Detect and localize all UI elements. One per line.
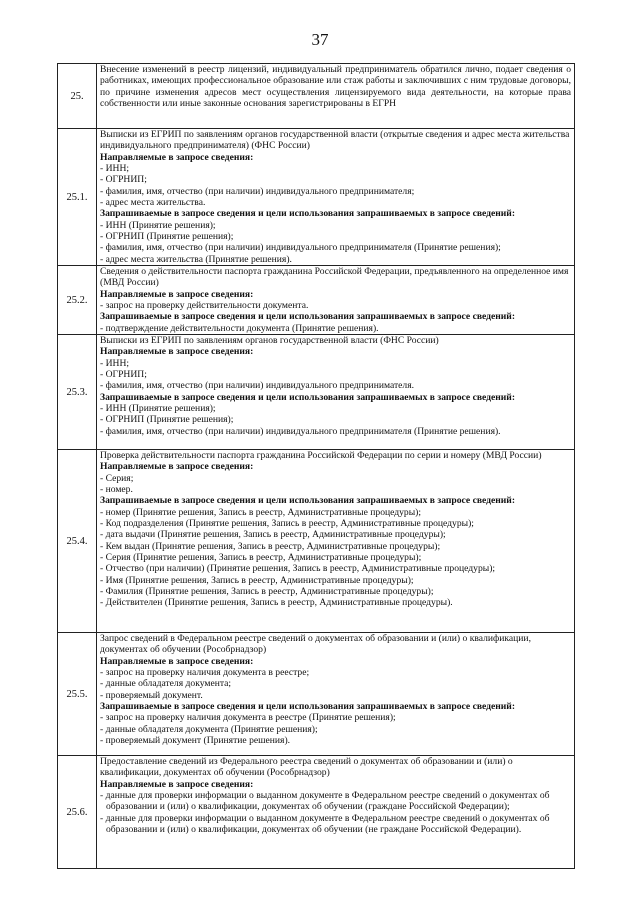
list-item: - данные обладателя документа (Принятие решения); [100, 723, 318, 735]
list-item: - Действителен (Принятие решения, Запись в реестр, Административные процедуры). [100, 597, 453, 609]
paragraph: Выписки из ЕГРИП по заявлениям органов государственной власти (ФНС России) [100, 335, 439, 346]
list-item: - запрос на проверку наличия документа в реестре (Принятие решения); [100, 712, 396, 724]
row-content [97, 335, 575, 450]
list-item: - запрос на проверку наличия документа в реестре; [100, 667, 310, 679]
list-item: - данные обладателя документа; [100, 678, 232, 690]
paragraph: Предоставление сведений из Федерального реестра сведений о документах об образовании и (или) о квалификации, документах об обучении (Рособрнадзор) [100, 756, 513, 779]
paragraph: Внесение изменений в реестр лицензий, индивидуальный предприниматель обратился лично, подает сведения о работниках, имеющих профессиональное образование или стаж работы и заключивших с ним трудовые договоры, по причине изменения адресов мест осуществления лицензируемого вида деятельности, на которые права собственности или иные законные основания зарегистрированы в ЕГРН [100, 64, 571, 110]
list-item: - проверяемый документ. [100, 689, 203, 701]
row-number: 25.5. [58, 633, 97, 756]
row-content [97, 129, 575, 266]
list-item: - фамилия, имя, отчество (при наличии) индивидуального предпринимателя; [100, 185, 415, 197]
table-row [58, 633, 575, 756]
list-item: - адрес места жительства. [100, 197, 206, 209]
row-number: 25.3. [58, 335, 97, 450]
row-content [97, 64, 575, 129]
paragraph: Запрос сведений в Федеральном реестре сведений о документах об образовании и (или) о квалификации, документах об обучении (Рособрнадзор) [100, 633, 531, 656]
list-item: - данные для проверки информации о выданном документе в Федеральном реестре сведений о документах об образовании и (или) о квалификации, документах об обучении (граждане Российской Федерации); [100, 790, 550, 813]
list-item: - Отчество (при наличии) (Принятие решения, Запись в реестр, Административные процедуры); [100, 563, 496, 575]
table-row [58, 450, 575, 633]
list-item: - ОГРНИП (Принятие решения); [100, 231, 234, 243]
services-table [57, 63, 575, 869]
list-item: - ОГРНИП (Принятие решения); [100, 414, 234, 426]
list-item: - ИНН; [100, 163, 130, 175]
list-item: - ИНН (Принятие решения); [100, 403, 216, 415]
section-heading: Направляемые в запросе сведения: [100, 655, 254, 667]
page-number: 37 [311, 30, 329, 49]
list-item: - Серия; [100, 472, 134, 484]
section-heading: Запрашиваемые в запросе сведения и цели использования запрашиваемых в запросе сведений: [100, 495, 516, 507]
section-heading: Направляемые в запросе сведения: [100, 461, 254, 473]
list-item: - проверяемый документ (Принятие решения). [100, 735, 291, 747]
list-item: - Код подразделения (Принятие решения, Запись в реестр, Административные процедуры); [100, 518, 474, 530]
row-content [97, 756, 575, 869]
table-row [58, 266, 575, 335]
list-item: - Серия (Принятие решения, Запись в реестр, Административные процедуры); [100, 552, 422, 564]
row-number: 25. [58, 64, 97, 129]
table-row [58, 129, 575, 266]
table-row [58, 335, 575, 450]
row-content [97, 633, 575, 756]
list-item: - фамилия, имя, отчество (при наличии) индивидуального предпринимателя (Принятие решения); [100, 242, 501, 254]
section-heading: Запрашиваемые в запросе сведения и цели использования запрашиваемых в запросе сведений: [100, 391, 516, 403]
list-item: - ИНН (Принятие решения); [100, 219, 216, 231]
row-number: 25.6. [58, 756, 97, 869]
section-heading: Направляемые в запросе сведения: [100, 346, 254, 358]
paragraph: Проверка действительности паспорта гражданина Российской Федерации по серии и номеру (МВД России) [100, 450, 542, 461]
list-item: - номер. [100, 484, 133, 496]
row-content [97, 266, 575, 335]
row-number: 25.2. [58, 266, 97, 335]
list-item: - адрес места жительства (Принятие решения). [100, 253, 292, 265]
section-heading: Запрашиваемые в запросе сведения и цели использования запрашиваемых в запросе сведений: [100, 701, 516, 713]
table-row [58, 756, 575, 869]
list-item: - дата выдачи (Принятие решения, Запись в реестр, Административные процедуры); [100, 529, 446, 541]
section-heading: Запрашиваемые в запросе сведения и цели использования запрашиваемых в запросе сведений: [100, 208, 516, 220]
row-number: 25.4. [58, 450, 97, 633]
list-item: - номер (Принятие решения, Запись в реестр, Административные процедуры); [100, 506, 422, 518]
list-item: - подтверждение действительности документа (Принятие решения). [100, 322, 379, 334]
list-item: - Фамилия (Принятие решения, Запись в реестр, Административные процедуры); [100, 586, 434, 598]
list-item: - фамилия, имя, отчество (при наличии) индивидуального предпринимателя. [100, 380, 415, 392]
paragraph: Выписки из ЕГРИП по заявлениям органов государственной власти (открытые сведения и адрес места жительства индивидуального предпринимателя) (ФНС России) [100, 129, 570, 152]
paragraph: Сведения о действительности паспорта гражданина Российской Федерации, предъявленного на определенное имя (МВД России) [100, 266, 569, 289]
list-item: - запрос на проверку действительности документа. [100, 300, 309, 312]
section-heading: Запрашиваемые в запросе сведения и цели использования запрашиваемых в запросе сведений: [100, 311, 516, 323]
row-number: 25.1. [58, 129, 97, 266]
list-item: - ИНН; [100, 357, 130, 369]
list-item: - ОГРНИП; [100, 369, 147, 381]
table-row [58, 64, 575, 129]
list-item: - Имя (Принятие решения, Запись в реестр, Административные процедуры); [100, 574, 414, 586]
section-heading: Направляемые в запросе сведения: [100, 778, 254, 790]
section-heading: Направляемые в запросе сведения: [100, 151, 254, 163]
list-item: - ОГРНИП; [100, 174, 147, 186]
list-item: - данные для проверки информации о выданном документе в Федеральном реестре сведений о документах об образовании и (или) о квалификации, документах об обучении (не граждане Российской Федерации). [100, 812, 550, 836]
list-item: - Кем выдан (Принятие решения, Запись в реестр, Административные процедуры); [100, 540, 441, 552]
list-item: - фамилия, имя, отчество (при наличии) индивидуального предпринимателя (Принятие решения). [100, 425, 501, 437]
row-content [97, 450, 575, 633]
section-heading: Направляемые в запросе сведения: [100, 288, 254, 300]
